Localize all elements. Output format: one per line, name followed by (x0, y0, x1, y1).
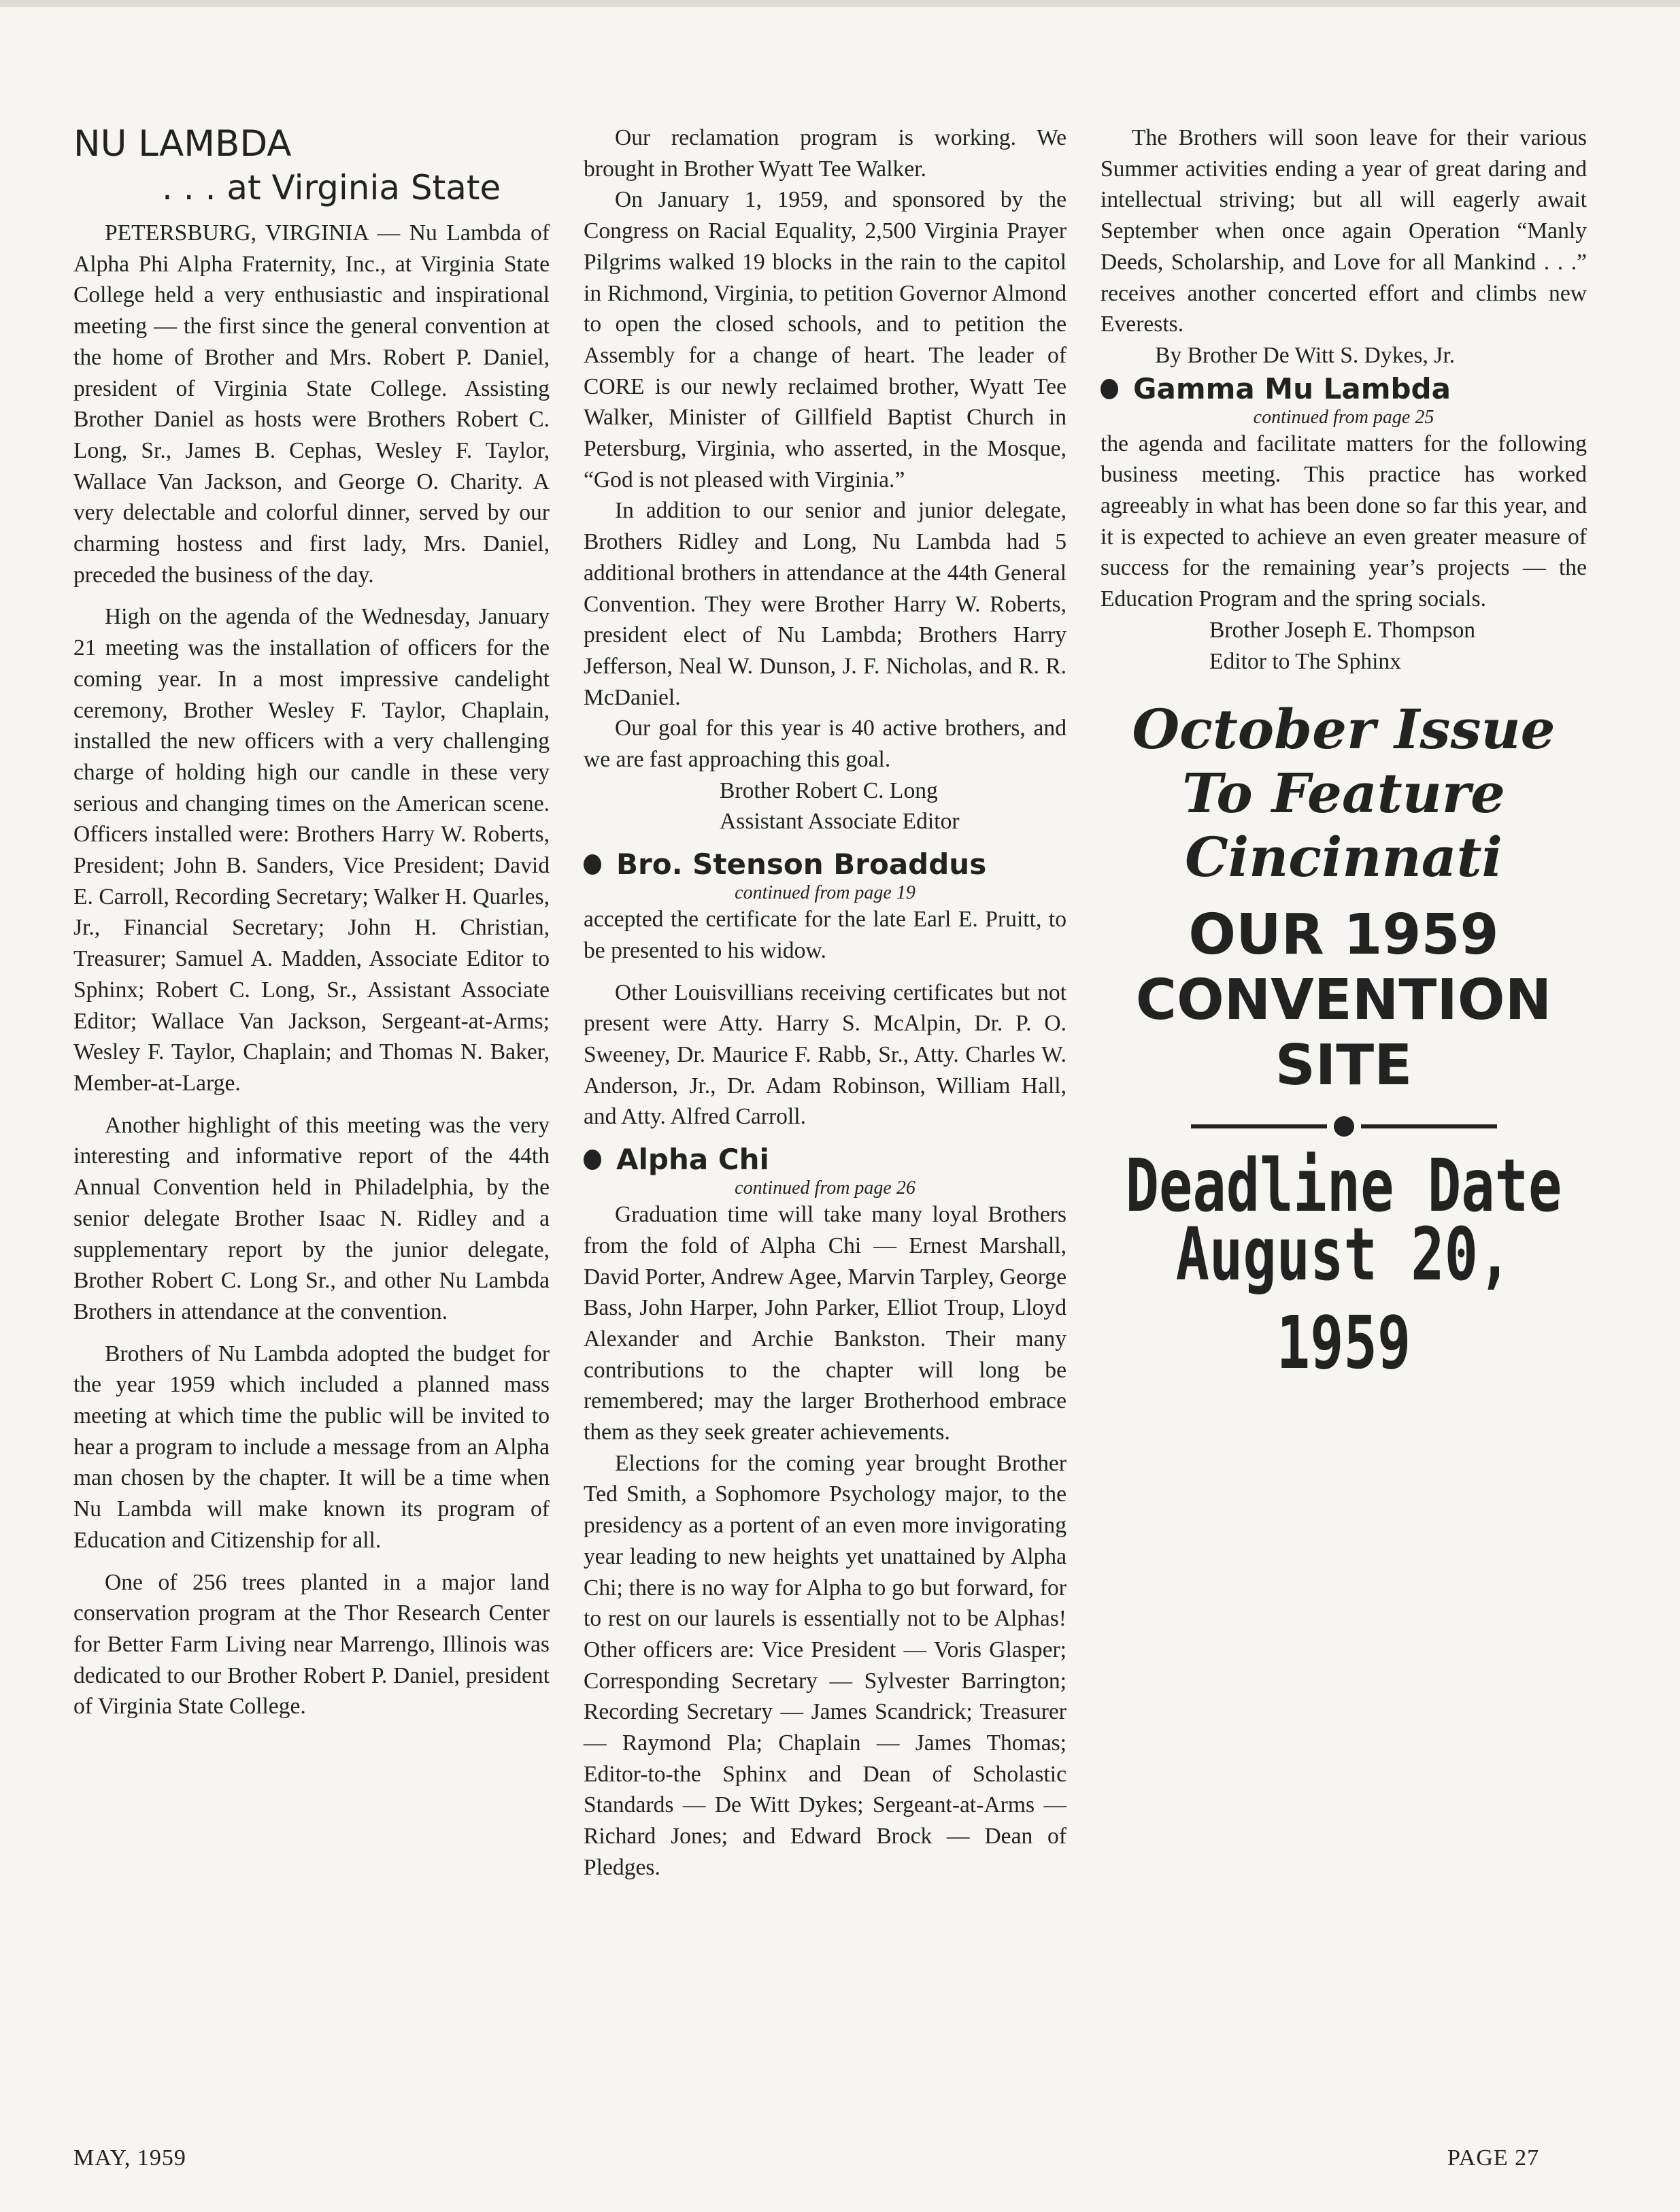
deadline-line: Deadline Date (1125, 1144, 1562, 1229)
paragraph: PETERSBURG, VIRGINIA — Nu Lambda of Alpha Phi Alpha Fraternity, Inc., at Virginia State College held a very enthusiastic and inspirational meeting — the first since the general convention at the home of Brother and Mrs. Robert P. Daniel, president of Virginia State College. Assisting Brother Daniel as hosts were Brothers Robert C. Long, Sr., James B. Cephas, Wesley F. Taylor, Wallace Van Jackson, and George O. Charity. A very delectable and colorful dinner, served by our charming hostess and first lady, Mrs. Daniel, preceded the business of the day. (73, 220, 550, 588)
section-heading (584, 847, 1066, 882)
paragraph: Elections for the coming year brought Brother Ted Smith, a Sophomore Psychology major, to the presidency as a portent of an even more invigorating year leading to new heights yet unattained by Alpha Chi; there is no way for Alpha to go but forward, for to rest on our laurels is essentially not to be Alphas! Other officers are: Vice President — Voris Glasper; Corresponding Secretary — Sylvester Barrington; Recording Secretary — James Scandrick; Treasurer — Raymond Pla; Chaplain — James Thomas; Editor-to-the Sphinx and Dean of Scholastic Standards — De Witt Dykes; Sergeant-at-Arms — Richard Jones; and Edward Brock — Dean of Pledges. (584, 1450, 1066, 1880)
footer-date: MAY, 1959 (73, 2145, 186, 2171)
signature-line: Editor to The Sphinx (1209, 648, 1401, 674)
section-heading-text: Alpha Chi (616, 1143, 769, 1177)
bullet-icon (584, 1150, 601, 1170)
article-title: NU LAMBDA (73, 123, 292, 165)
column-3 (1101, 122, 1587, 1386)
continued-note: continued from page 19 (735, 882, 915, 904)
signature-line: By Brother De Witt S. Dykes, Jr. (1155, 342, 1456, 368)
footer-page-number: PAGE 27 (1447, 2145, 1540, 2171)
paragraph: accepted the certificate for the late Earl E. Pruitt, to be presented to his widow. (584, 907, 1066, 963)
paragraph: High on the agenda of the Wednesday, January 21 meeting was the installation of officers for the coming year. In a most impressive candelight ceremony, Brother Wesley F. Taylor, Chaplain, installed the new officers with a very challenging charge of holding high our candle in these very serious and changing times on the American scene. Officers installed were: Brothers Harry W. Roberts, President; John B. Sanders, Vice President; David E. Carroll, Recording Secretary; Walker H. Quarles, Jr., Financial Secretary; John H. Christian, Treasurer; Samuel A. Madden, Associate Editor to Sphinx; Robert C. Long, Sr., Assistant Associate Editor; Wallace Van Jackson, Sergeant-at-Arms; Wesley F. Taylor, Chaplain; and Thomas N. Baker, Member-at-Large. (73, 604, 550, 1096)
scan-edge (0, 0, 1680, 7)
paragraph: Brothers of Nu Lambda adopted the budget for the year 1959 which included a planned mass meeting at which time the public will be invited to hear a program to include a message from an Alpha man chosen by the chapter. It will be a time when Nu Lambda will make known its program of Education and Citizenship for all. (73, 1341, 550, 1553)
paragraph: Our goal for this year is 40 active brothers, and we are fast approaching this goal. (584, 716, 1066, 773)
bullet-icon (1101, 379, 1118, 399)
announcement-block-line: CONVENTION (1135, 968, 1552, 1033)
announcement-script-line: To Feature (1182, 761, 1505, 826)
convention-announcement (1101, 697, 1587, 1386)
continued-note: continued from page 25 (1253, 406, 1434, 428)
paragraph: On January 1, 1959, and sponsored by the Congress on Racial Equality, 2,500 Virginia Prayer Pilgrims walked 19 blocks in the rain to the capitol in Richmond, Virginia, to petition Governor Almond to open the closed schools, and to petition the Assembly for a change of heart. The leader of CORE is our newly reclaimed brother, Wyatt Tee Walker, Minister of Gillfield Baptist Church in Petersburg, Virginia, who asserted, in the Mosque, “God is not pleased with Virginia.” (584, 187, 1066, 492)
section-heading-text: Bro. Stenson Broaddus (616, 848, 987, 882)
signature-line: Assistant Associate Editor (720, 809, 960, 835)
article-subtitle: . . . at Virginia State (162, 168, 501, 207)
paragraph: Other Louisvillians receiving certificates but not present were Atty. Harry S. McAlpin, Dr. P. O. Sweeney, Dr. Maurice F. Rabb, Sr., Atty. Charles W. Anderson, Jr., Dr. Adam Robinson, William Hall, and Atty. Alfred Carroll. (584, 979, 1066, 1130)
paragraph: One of 256 trees planted in a major land conservation program at the Thor Research Center for Better Farm Living near Marrengo, Illinois was dedicated to our Brother Robert P. Daniel, president of Virginia State College. (73, 1569, 550, 1720)
announcement-block-line: OUR 1959 (1188, 903, 1499, 968)
section-heading-text: Gamma Mu Lambda (1133, 371, 1451, 405)
deadline-line: August 20, 1959 (1175, 1213, 1512, 1386)
signature-line: Brother Robert C. Long (720, 777, 938, 803)
paragraph: In addition to our senior and junior delegate, Brothers Ridley and Long, Nu Lambda had 5 additional brothers in attendance at the 44th General Convention. They were Brother Harry W. Roberts, president elect of Nu Lambda; Brothers Harry Jefferson, Neal W. Dunson, J. F. Nicholas, and R. R. McDaniel. (584, 498, 1066, 710)
column-2 (584, 122, 1066, 1883)
signature-line: Brother Joseph E. Thompson (1209, 617, 1476, 643)
divider (1101, 1116, 1587, 1137)
section-heading (1101, 371, 1587, 407)
announcement-script-line: Cincinnati (1185, 825, 1502, 890)
bullet-icon (1334, 1116, 1354, 1137)
announcement-block-line: SITE (1275, 1033, 1413, 1099)
paragraph: Graduation time will take many loyal Brothers from the fold of Alpha Chi — Ernest Marshall, David Porter, Andrew Agee, Marvin Tarpley, George Bass, John Harper, John Parker, Elliot Troup, Lloyd Alexander and Archie Bankston. Their many contributions to the chapter will long be remembered; may the larger Brotherhood embrace them as they seek greater achievements. (584, 1202, 1066, 1445)
paragraph: the agenda and facilitate matters for the following business meeting. This practice has worked agreeably in what has been done so far this year, and it is expected to achieve an even greater measure of success for the remaining year’s projects — the Education Program and the spring socials. (1101, 431, 1587, 612)
bullet-icon (584, 854, 601, 875)
column-1 (73, 122, 550, 1722)
paragraph: Our reclamation program is working. We brought in Brother Wyatt Tee Walker. (584, 125, 1066, 182)
continued-note: continued from page 26 (735, 1177, 915, 1199)
announcement-script-line: October Issue (1132, 697, 1556, 762)
paragraph: The Brothers will soon leave for their various Summer activities ending a year of great daring and intellectual striving; but all will eagerly await September when once again Operation “Manly Deeds, Scholarship, and Love for all Mankind . . .” receives another concerted effort and climbs new Everests. (1101, 125, 1587, 337)
paragraph: Another highlight of this meeting was the very interesting and informative report of the 44th Annual Convention held in Philadelphia, by the senior delegate Brother Isaac N. Ridley and a supplementary report by the junior delegate, Brother Robert C. Long Sr., and other Nu Lambda Brothers in attendance at the convention. (73, 1112, 550, 1324)
section-heading (584, 1142, 1066, 1177)
